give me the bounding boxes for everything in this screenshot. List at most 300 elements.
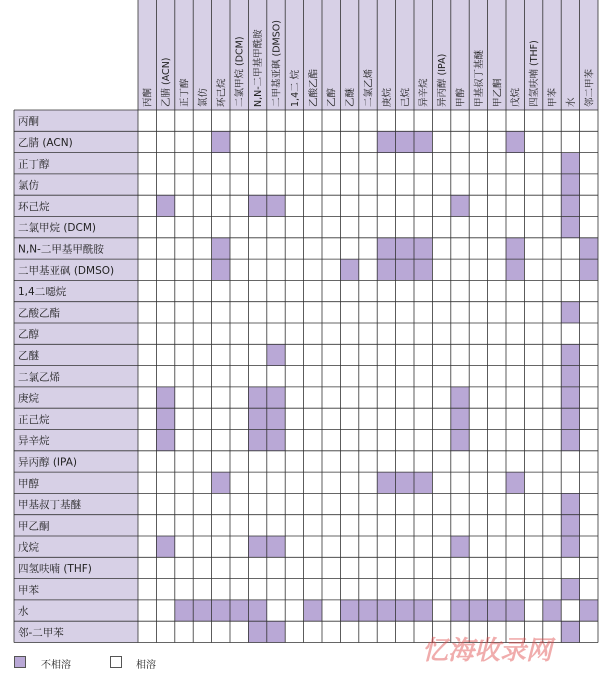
cell-miscible: [322, 621, 340, 642]
cell-miscible: [414, 387, 432, 408]
cell-miscible: [524, 217, 542, 238]
cell-miscible: [230, 217, 248, 238]
cell-miscible: [414, 323, 432, 344]
cell-miscible: [230, 621, 248, 642]
cell-miscible: [451, 366, 469, 387]
cell-miscible: [469, 344, 487, 365]
cell-immiscible: [561, 366, 579, 387]
cell-miscible: [138, 259, 156, 280]
cell-miscible: [524, 451, 542, 472]
cell-miscible: [322, 366, 340, 387]
cell-immiscible: [377, 472, 395, 493]
cell-miscible: [322, 323, 340, 344]
cell-miscible: [414, 408, 432, 429]
cell-miscible: [322, 387, 340, 408]
cell-miscible: [543, 131, 561, 152]
cell-miscible: [193, 557, 211, 578]
cell-miscible: [469, 408, 487, 429]
cell-immiscible: [396, 238, 414, 259]
cell-immiscible: [212, 600, 230, 621]
cell-miscible: [267, 153, 285, 174]
cell-miscible: [248, 131, 266, 152]
cell-miscible: [414, 366, 432, 387]
cell-miscible: [267, 493, 285, 514]
cell-miscible: [451, 557, 469, 578]
cell-miscible: [248, 238, 266, 259]
cell-miscible: [156, 280, 174, 301]
column-header-label: 甲乙酮: [492, 78, 504, 107]
cell-miscible: [340, 323, 358, 344]
row-label: 戊烷: [18, 541, 39, 554]
cell-miscible: [304, 302, 322, 323]
cell-miscible: [267, 259, 285, 280]
cell-miscible: [175, 579, 193, 600]
cell-miscible: [322, 451, 340, 472]
cell-miscible: [506, 110, 524, 131]
legend-miscible-label: 相溶: [136, 660, 156, 671]
cell-miscible: [212, 430, 230, 451]
cell-miscible: [432, 557, 450, 578]
cell-miscible: [193, 493, 211, 514]
cell-miscible: [488, 430, 506, 451]
cell-miscible: [488, 131, 506, 152]
row-label: 二氯乙烯: [18, 371, 60, 384]
cell-miscible: [340, 110, 358, 131]
cell-miscible: [488, 493, 506, 514]
cell-miscible: [340, 451, 358, 472]
cell-immiscible: [267, 621, 285, 642]
cell-miscible: [451, 579, 469, 600]
cell-miscible: [230, 131, 248, 152]
legend-immiscible-swatch: [14, 656, 26, 668]
column-header-label: 乙醇: [326, 87, 338, 107]
cell-miscible: [175, 302, 193, 323]
cell-miscible: [175, 131, 193, 152]
cell-miscible: [543, 344, 561, 365]
cell-miscible: [138, 621, 156, 642]
cell-miscible: [322, 344, 340, 365]
cell-miscible: [138, 174, 156, 195]
cell-miscible: [248, 366, 266, 387]
cell-immiscible: [248, 621, 266, 642]
cell-miscible: [156, 600, 174, 621]
row-label: 正己烷: [18, 413, 50, 426]
cell-immiscible: [377, 131, 395, 152]
cell-miscible: [138, 493, 156, 514]
cell-miscible: [396, 451, 414, 472]
column-header-label: 甲醇: [455, 87, 467, 107]
cell-miscible: [524, 430, 542, 451]
row-label: 二甲基亚砜 (DMSO): [18, 264, 115, 277]
cell-miscible: [359, 451, 377, 472]
cell-miscible: [304, 323, 322, 344]
cell-miscible: [212, 323, 230, 344]
cell-miscible: [377, 302, 395, 323]
cell-miscible: [396, 557, 414, 578]
cell-miscible: [138, 366, 156, 387]
cell-miscible: [340, 302, 358, 323]
cell-miscible: [267, 217, 285, 238]
cell-miscible: [193, 472, 211, 493]
cell-miscible: [359, 344, 377, 365]
cell-immiscible: [340, 600, 358, 621]
cell-miscible: [488, 238, 506, 259]
cell-miscible: [212, 451, 230, 472]
cell-immiscible: [156, 195, 174, 216]
cell-miscible: [359, 131, 377, 152]
cell-miscible: [304, 451, 322, 472]
cell-miscible: [193, 174, 211, 195]
cell-immiscible: [267, 430, 285, 451]
cell-miscible: [304, 387, 322, 408]
cell-miscible: [359, 259, 377, 280]
cell-miscible: [414, 153, 432, 174]
cell-miscible: [469, 536, 487, 557]
cell-miscible: [156, 493, 174, 514]
cell-miscible: [175, 536, 193, 557]
cell-miscible: [506, 515, 524, 536]
cell-miscible: [230, 259, 248, 280]
cell-miscible: [432, 472, 450, 493]
column-header-label: 庚烷: [381, 87, 393, 107]
cell-miscible: [175, 259, 193, 280]
cell-miscible: [469, 493, 487, 514]
cell-miscible: [432, 217, 450, 238]
cell-miscible: [469, 387, 487, 408]
cell-miscible: [451, 493, 469, 514]
cell-immiscible: [580, 600, 598, 621]
cell-miscible: [580, 493, 598, 514]
cell-miscible: [377, 557, 395, 578]
cell-miscible: [561, 600, 579, 621]
cell-miscible: [432, 579, 450, 600]
legend-immiscible-label: 不相溶: [41, 660, 71, 671]
cell-miscible: [156, 451, 174, 472]
cell-miscible: [230, 344, 248, 365]
cell-miscible: [322, 153, 340, 174]
cell-miscible: [414, 344, 432, 365]
cell-miscible: [340, 131, 358, 152]
cell-miscible: [488, 451, 506, 472]
cell-miscible: [304, 430, 322, 451]
cell-miscible: [488, 259, 506, 280]
cell-miscible: [340, 408, 358, 429]
cell-miscible: [340, 280, 358, 301]
cell-miscible: [524, 259, 542, 280]
cell-miscible: [469, 280, 487, 301]
cell-miscible: [304, 153, 322, 174]
row-label: 异辛烷: [18, 435, 50, 448]
cell-immiscible: [561, 153, 579, 174]
cell-miscible: [285, 408, 303, 429]
row-label: 邻-二甲苯: [18, 626, 64, 639]
cell-miscible: [340, 621, 358, 642]
cell-miscible: [451, 153, 469, 174]
cell-miscible: [432, 536, 450, 557]
cell-miscible: [359, 408, 377, 429]
cell-miscible: [230, 387, 248, 408]
cell-miscible: [230, 430, 248, 451]
cell-miscible: [285, 302, 303, 323]
cell-miscible: [359, 536, 377, 557]
cell-miscible: [524, 557, 542, 578]
cell-miscible: [267, 323, 285, 344]
cell-miscible: [506, 430, 524, 451]
cell-miscible: [469, 302, 487, 323]
cell-miscible: [414, 536, 432, 557]
cell-miscible: [322, 195, 340, 216]
cell-miscible: [285, 174, 303, 195]
cell-miscible: [193, 621, 211, 642]
cell-miscible: [230, 195, 248, 216]
column-header-cell: [561, 0, 579, 110]
cell-miscible: [432, 153, 450, 174]
cell-miscible: [156, 579, 174, 600]
cell-miscible: [285, 344, 303, 365]
cell-miscible: [543, 302, 561, 323]
cell-miscible: [488, 153, 506, 174]
cell-miscible: [488, 387, 506, 408]
cell-miscible: [377, 579, 395, 600]
cell-miscible: [248, 493, 266, 514]
cell-miscible: [230, 302, 248, 323]
cell-miscible: [156, 153, 174, 174]
cell-miscible: [340, 557, 358, 578]
cell-miscible: [580, 451, 598, 472]
cell-immiscible: [156, 387, 174, 408]
cell-miscible: [469, 110, 487, 131]
cell-miscible: [359, 557, 377, 578]
cell-miscible: [304, 259, 322, 280]
cell-miscible: [543, 536, 561, 557]
cell-miscible: [432, 280, 450, 301]
cell-miscible: [451, 344, 469, 365]
cell-miscible: [359, 110, 377, 131]
cell-miscible: [156, 217, 174, 238]
cell-miscible: [304, 131, 322, 152]
cell-miscible: [304, 110, 322, 131]
column-header-label: 四氢呋喃 (THF): [529, 40, 541, 107]
cell-miscible: [138, 557, 156, 578]
cell-miscible: [506, 579, 524, 600]
cell-miscible: [212, 366, 230, 387]
cell-miscible: [524, 536, 542, 557]
cell-miscible: [377, 387, 395, 408]
cell-miscible: [193, 110, 211, 131]
cell-immiscible: [414, 259, 432, 280]
cell-miscible: [285, 153, 303, 174]
cell-miscible: [175, 515, 193, 536]
cell-immiscible: [506, 131, 524, 152]
cell-miscible: [138, 600, 156, 621]
cell-miscible: [414, 451, 432, 472]
cell-miscible: [230, 323, 248, 344]
cell-miscible: [340, 217, 358, 238]
cell-miscible: [543, 153, 561, 174]
cell-miscible: [212, 217, 230, 238]
cell-immiscible: [248, 408, 266, 429]
cell-immiscible: [561, 515, 579, 536]
column-header-label: 二氯乙烯: [363, 68, 375, 107]
cell-miscible: [193, 430, 211, 451]
cell-miscible: [248, 451, 266, 472]
cell-miscible: [230, 408, 248, 429]
cell-miscible: [322, 217, 340, 238]
cell-immiscible: [212, 131, 230, 152]
cell-miscible: [340, 195, 358, 216]
cell-miscible: [248, 302, 266, 323]
cell-miscible: [175, 451, 193, 472]
cell-miscible: [267, 579, 285, 600]
cell-miscible: [488, 110, 506, 131]
cell-miscible: [432, 408, 450, 429]
cell-miscible: [543, 323, 561, 344]
cell-miscible: [340, 579, 358, 600]
cell-miscible: [340, 153, 358, 174]
cell-immiscible: [267, 344, 285, 365]
cell-miscible: [304, 493, 322, 514]
cell-miscible: [488, 280, 506, 301]
cell-miscible: [359, 493, 377, 514]
cell-miscible: [267, 302, 285, 323]
cell-immiscible: [175, 600, 193, 621]
cell-miscible: [451, 323, 469, 344]
cell-immiscible: [156, 430, 174, 451]
row-label: 乙酸乙酯: [18, 307, 60, 320]
cell-miscible: [267, 557, 285, 578]
cell-immiscible: [561, 621, 579, 642]
cell-miscible: [267, 238, 285, 259]
cell-miscible: [138, 451, 156, 472]
cell-miscible: [506, 493, 524, 514]
cell-miscible: [543, 557, 561, 578]
cell-miscible: [285, 557, 303, 578]
cell-miscible: [193, 451, 211, 472]
cell-miscible: [543, 493, 561, 514]
cell-miscible: [175, 323, 193, 344]
cell-miscible: [414, 110, 432, 131]
cell-miscible: [230, 536, 248, 557]
cell-immiscible: [451, 600, 469, 621]
cell-miscible: [524, 600, 542, 621]
cell-miscible: [138, 323, 156, 344]
cell-miscible: [322, 280, 340, 301]
cell-immiscible: [230, 600, 248, 621]
cell-miscible: [230, 579, 248, 600]
cell-miscible: [285, 259, 303, 280]
cell-miscible: [304, 195, 322, 216]
cell-miscible: [432, 195, 450, 216]
cell-immiscible: [561, 344, 579, 365]
cell-miscible: [469, 430, 487, 451]
cell-miscible: [451, 451, 469, 472]
row-label: 甲基叔丁基醚: [18, 499, 81, 512]
cell-miscible: [322, 579, 340, 600]
cell-miscible: [175, 621, 193, 642]
cell-miscible: [322, 302, 340, 323]
cell-miscible: [580, 408, 598, 429]
cell-miscible: [230, 110, 248, 131]
cell-miscible: [469, 472, 487, 493]
cell-miscible: [396, 515, 414, 536]
cell-miscible: [285, 195, 303, 216]
column-header-label: 乙腈 (ACN): [161, 57, 173, 107]
cell-miscible: [524, 280, 542, 301]
column-header-label: 1,4二 烷: [289, 69, 301, 107]
cell-miscible: [359, 302, 377, 323]
cell-miscible: [285, 387, 303, 408]
cell-miscible: [580, 621, 598, 642]
cell-miscible: [396, 174, 414, 195]
cell-miscible: [506, 195, 524, 216]
cell-miscible: [304, 579, 322, 600]
cell-miscible: [138, 472, 156, 493]
cell-immiscible: [359, 600, 377, 621]
cell-immiscible: [377, 600, 395, 621]
cell-miscible: [212, 153, 230, 174]
cell-miscible: [396, 153, 414, 174]
cell-miscible: [488, 344, 506, 365]
cell-miscible: [285, 579, 303, 600]
cell-miscible: [469, 238, 487, 259]
cell-miscible: [414, 493, 432, 514]
cell-miscible: [175, 408, 193, 429]
cell-miscible: [156, 472, 174, 493]
column-header-label: 丙酮: [142, 87, 154, 107]
cell-miscible: [322, 110, 340, 131]
legend-miscible-swatch: [110, 656, 122, 668]
cell-miscible: [248, 153, 266, 174]
cell-miscible: [304, 536, 322, 557]
row-label: 四氢呋喃 (THF): [18, 562, 92, 575]
cell-miscible: [396, 323, 414, 344]
cell-miscible: [156, 110, 174, 131]
cell-miscible: [524, 387, 542, 408]
cell-miscible: [377, 217, 395, 238]
cell-miscible: [138, 302, 156, 323]
cell-miscible: [230, 366, 248, 387]
cell-immiscible: [451, 430, 469, 451]
cell-immiscible: [248, 600, 266, 621]
cell-miscible: [377, 174, 395, 195]
cell-miscible: [543, 408, 561, 429]
cell-miscible: [359, 280, 377, 301]
cell-miscible: [248, 557, 266, 578]
cell-miscible: [322, 600, 340, 621]
cell-miscible: [193, 387, 211, 408]
cell-miscible: [488, 195, 506, 216]
cell-miscible: [488, 217, 506, 238]
row-label: 甲醇: [18, 477, 39, 490]
column-header-label: 二氯甲烷 (DCM): [234, 36, 246, 107]
cell-miscible: [396, 387, 414, 408]
cell-immiscible: [469, 600, 487, 621]
cell-miscible: [469, 174, 487, 195]
cell-miscible: [230, 515, 248, 536]
cell-miscible: [175, 217, 193, 238]
cell-miscible: [524, 408, 542, 429]
cell-immiscible: [451, 408, 469, 429]
cell-immiscible: [506, 238, 524, 259]
cell-miscible: [322, 430, 340, 451]
row-label: N,N-二甲基甲酰胺: [18, 243, 104, 256]
cell-immiscible: [212, 238, 230, 259]
cell-immiscible: [561, 174, 579, 195]
cell-miscible: [138, 430, 156, 451]
cell-miscible: [488, 408, 506, 429]
cell-miscible: [432, 366, 450, 387]
cell-miscible: [451, 280, 469, 301]
